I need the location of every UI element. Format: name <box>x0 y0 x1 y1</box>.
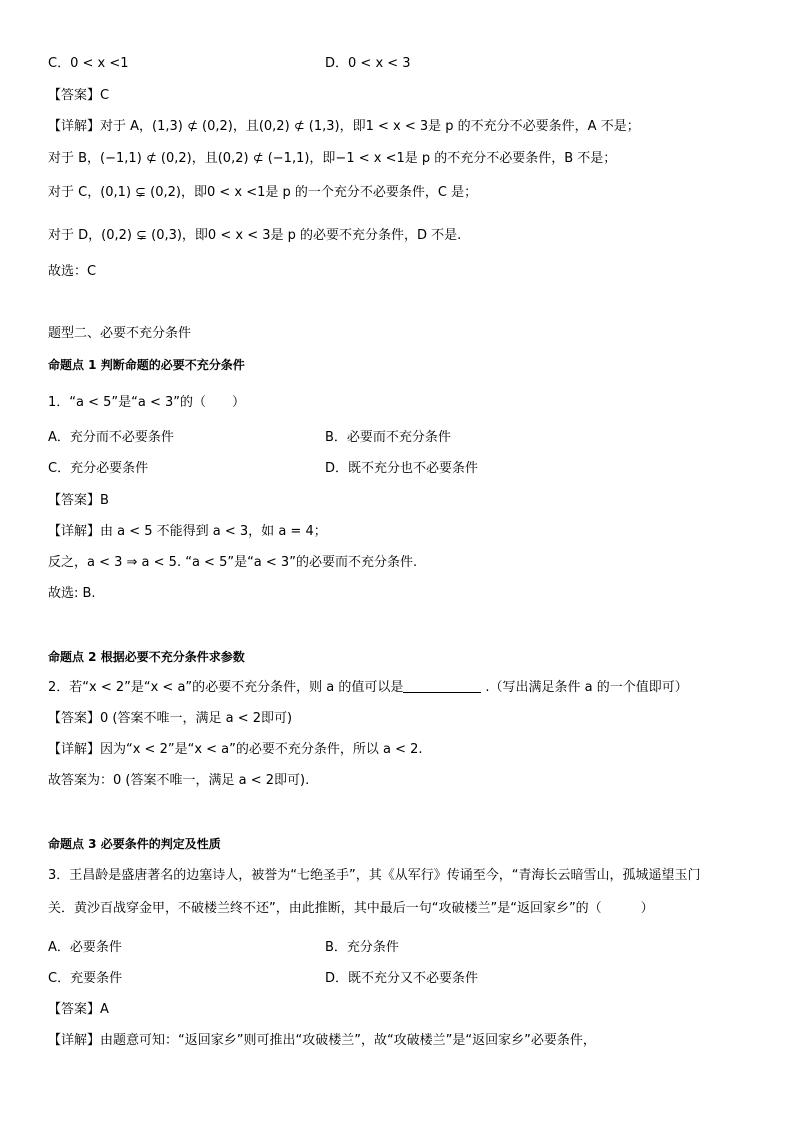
option-c: C．0 < x <1 <box>48 56 129 71</box>
question-3: 3．王昌龄是盛唐著名的边塞诗人，被誉为“七绝圣手”，其《从军行》传诵至今，“青海长云暗雪山，孤城遥望玉门 <box>48 868 701 883</box>
question-3-cont: 关．黄沙百战穿金甲，不破楼兰终不还”，由此推断，其中最后一句“攻破楼兰”是“返回家乡”的（ ） <box>48 901 654 916</box>
selection-line: 故选：C <box>48 264 97 279</box>
answer-line: 【答案】A <box>48 1002 109 1017</box>
section-heading: 题型二、必要不充分条件 <box>48 326 192 341</box>
option-d: D．既不充分又不必要条件 <box>325 971 479 986</box>
question-note: .（写出满足条件 a 的一个值即可） <box>485 680 688 695</box>
option-c: C．充要条件 <box>48 971 123 986</box>
subsection-heading: 命题点 2 根据必要不充分条件求参数 <box>48 650 245 664</box>
explanation-line: 【详解】因为“x < 2”是“x < a”的必要不充分条件，所以 a < 2. <box>48 742 423 757</box>
option-c: C．充分必要条件 <box>48 461 149 476</box>
answer-line: 【答案】0 (答案不唯一，满足 a < 2即可) <box>48 711 293 726</box>
question-2 <box>48 678 688 698</box>
selection-line: 故答案为：0 (答案不唯一，满足 a < 2即可). <box>48 773 310 788</box>
explanation-line: 对于 C，(0,1) ⊊ (0,2)，即0 < x <1是 p 的一个充分不必要条件，C 是； <box>48 185 478 200</box>
selection-line: 故选: B. <box>48 586 96 601</box>
option-a: A．充分而不必要条件 <box>48 430 174 445</box>
answer-line: 【答案】C <box>48 88 110 103</box>
explanation-line: 【详解】由 a < 5 不能得到 a < 3，如 a = 4； <box>48 524 327 539</box>
option-d: D．0 < x < 3 <box>325 56 411 71</box>
answer-blank <box>403 678 481 693</box>
question-text: 2．若“x < 2”是“x < a”的必要不充分条件，则 a 的值可以是 <box>48 680 404 695</box>
question-1: 1．“a < 5”是“a < 3”的（ ） <box>48 395 245 410</box>
option-b: B．充分条件 <box>325 940 399 955</box>
subsection-heading: 命题点 1 判断命题的必要不充分条件 <box>48 358 245 372</box>
subsection-heading: 命题点 3 必要条件的判定及性质 <box>48 837 221 851</box>
explanation-line: 反之，a < 3 ⇒ a < 5. “a < 5”是“a < 3”的必要而不充分条件. <box>48 555 418 570</box>
option-d: D．既不充分也不必要条件 <box>325 461 479 476</box>
answer-line: 【答案】B <box>48 493 109 508</box>
option-a: A．必要条件 <box>48 940 122 955</box>
explanation-line: 【详解】对于 A，(1,3) ⊄ (0,2)，且(0,2) ⊄ (1,3)，即1 < x < 3是 p 的不充分不必要条件，A 不是； <box>48 119 640 134</box>
explanation-line: 【详解】由题意可知：“返回家乡”则可推出“攻破楼兰”，故“攻破楼兰”是“返回家乡”必要条件， <box>48 1033 596 1048</box>
explanation-line: 对于 D，(0,2) ⊊ (0,3)，即0 < x < 3是 p 的必要不充分条件，D 不是. <box>48 228 462 243</box>
option-b: B．必要而不充分条件 <box>325 430 451 445</box>
explanation-line: 对于 B，(−1,1) ⊄ (0,2)，且(0,2) ⊄ (−1,1)，即−1 < x <1是 p 的不充分不必要条件，B 不是； <box>48 151 617 166</box>
